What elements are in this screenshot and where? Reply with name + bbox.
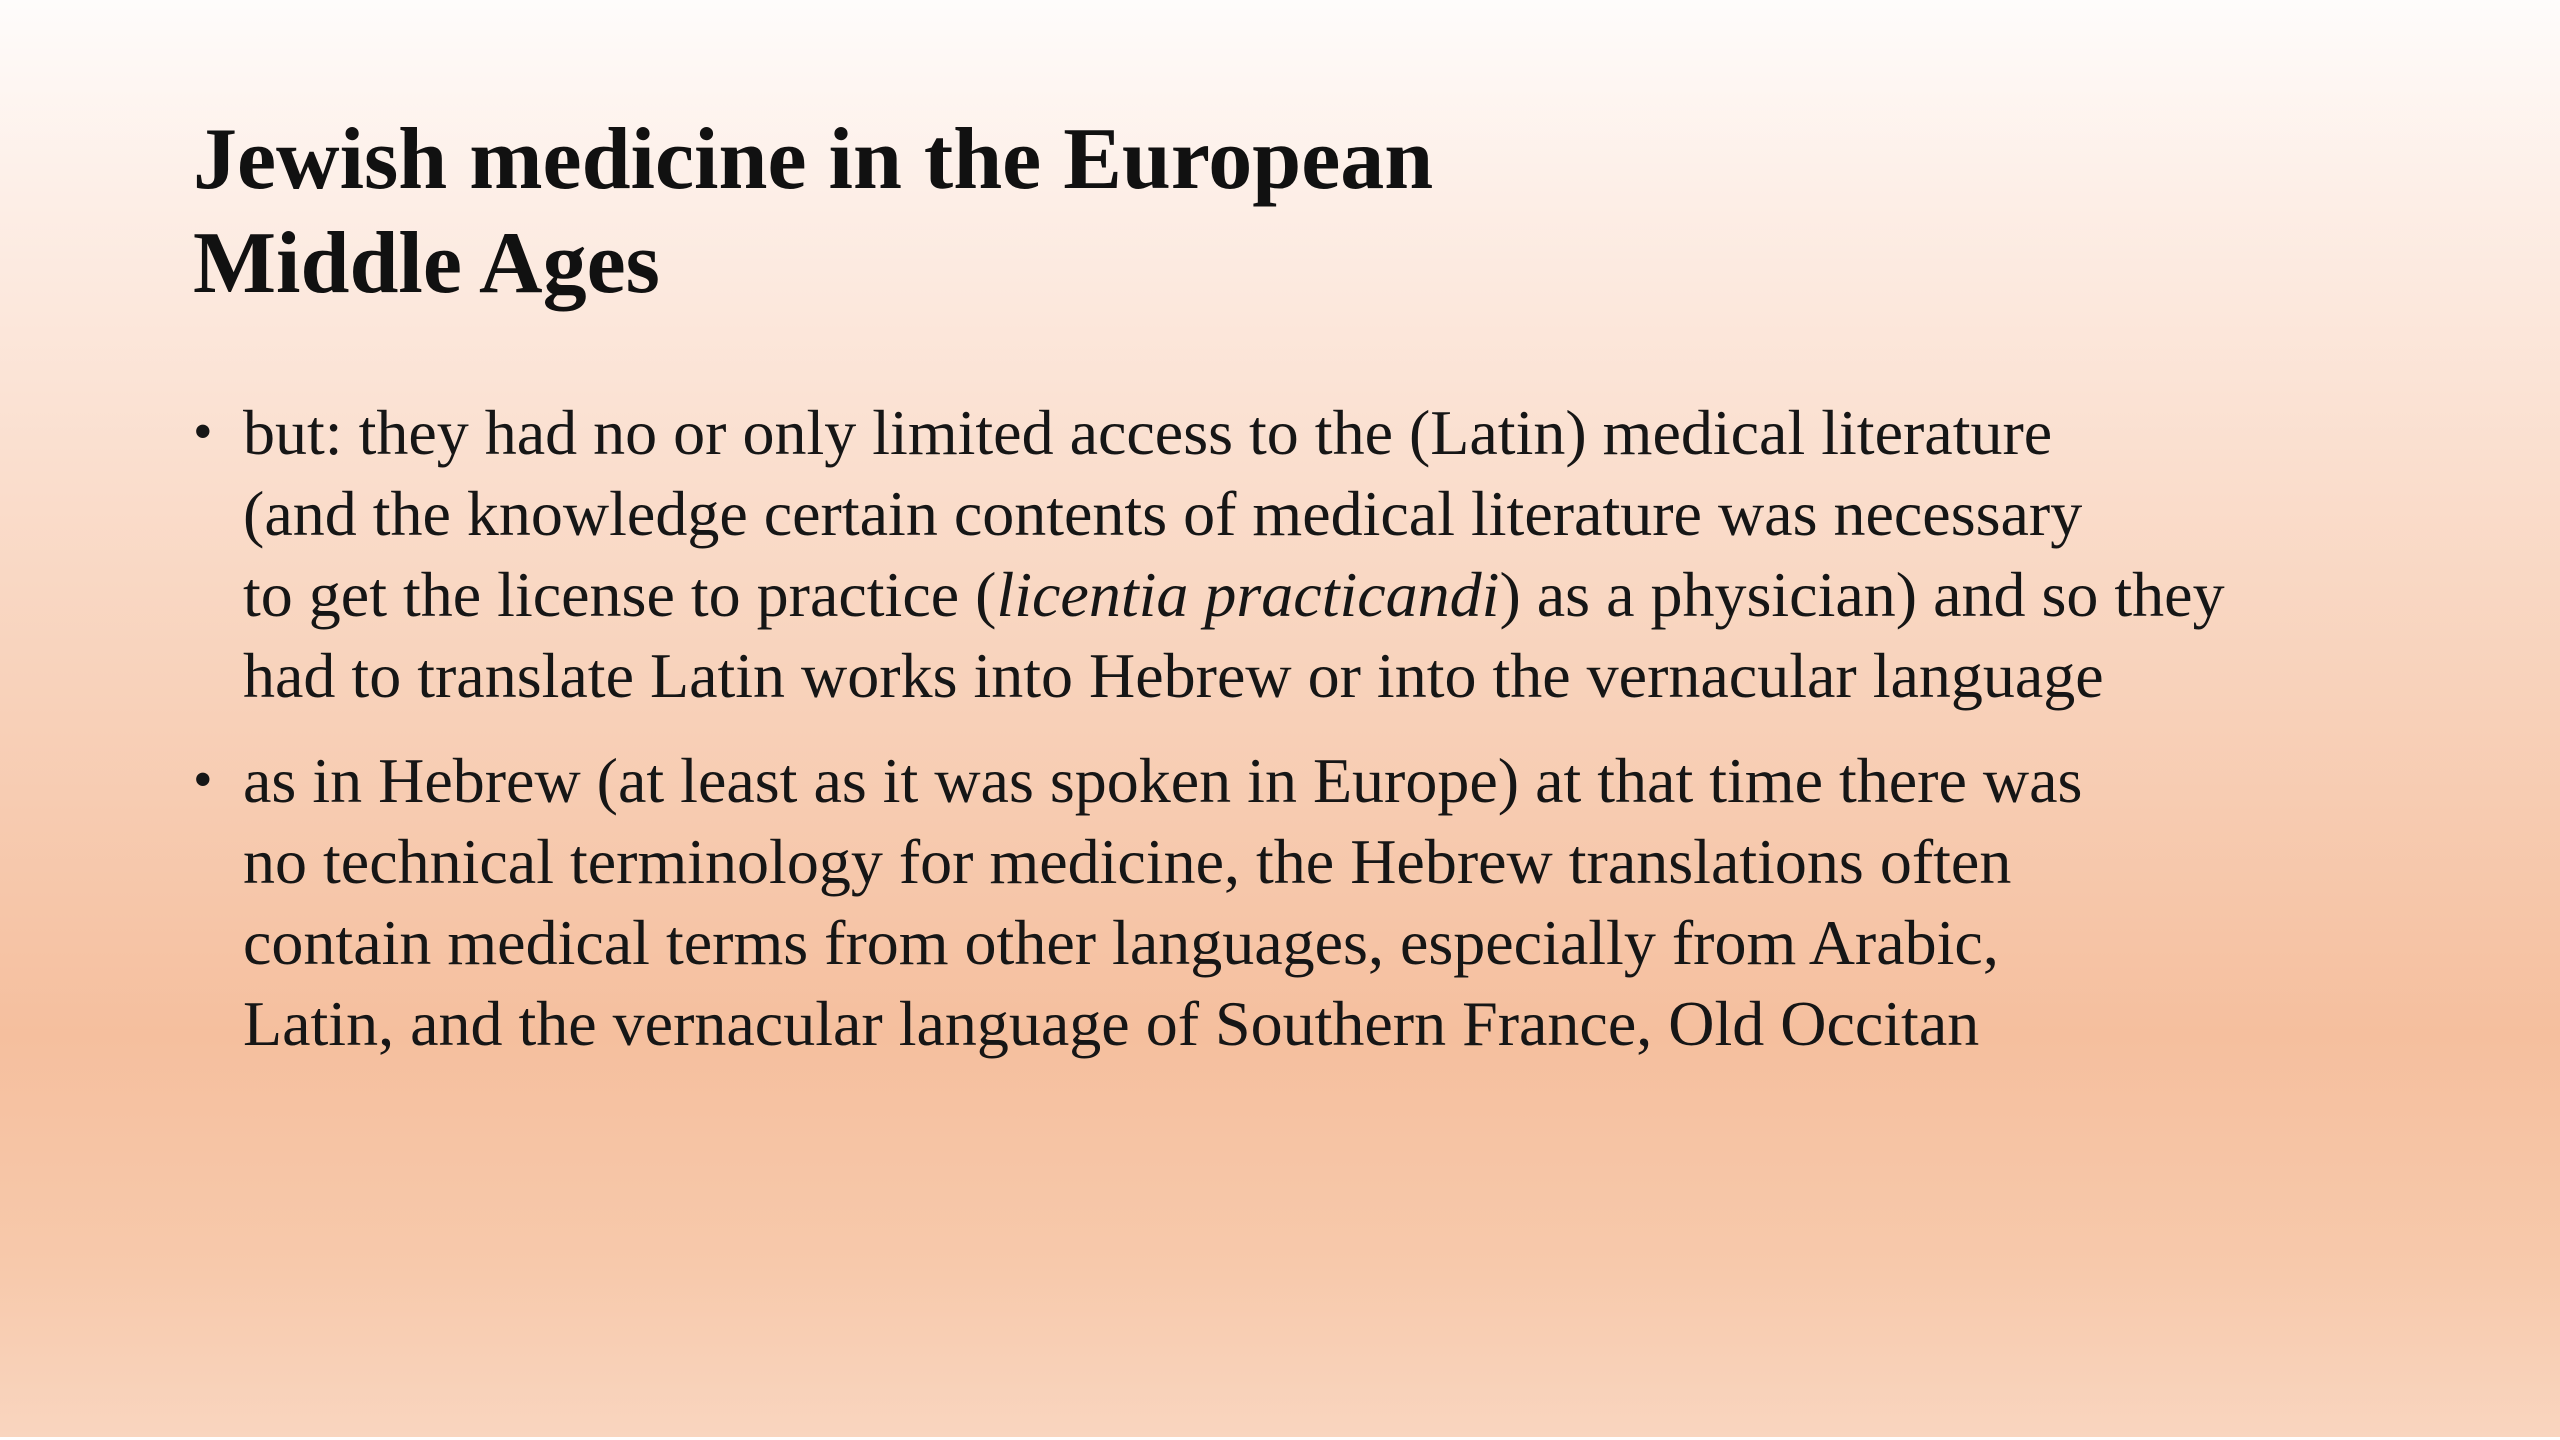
bullet-2-line-2: no technical terminology for medicine, the Hebrew translations often (243, 826, 2012, 897)
bullet-1-line-3 (243, 554, 2393, 635)
bullet-1-line-2: (and the knowledge certain contents of medical literature was necessary (243, 478, 2083, 549)
bullet-1-line-3-pre: to get the license to practice ( (243, 559, 997, 630)
bullet-1-line-3-post: ) as a physician) and so they (1499, 559, 2225, 630)
bullet-2-line-3: contain medical terms from other languages, especially from Arabic, (243, 907, 1999, 978)
bullet-item-1 (193, 392, 2393, 716)
bullet-2-line-1: as in Hebrew (at least as it was spoken in Europe) at that time there was (243, 745, 2083, 816)
bullet-1-line-1: but: they had no or only limited access to the (Latin) medical literature (243, 397, 2053, 468)
slide-title (193, 108, 1893, 316)
bullet-icon: • (193, 749, 213, 811)
title-line-1: Jewish medicine in the European (193, 111, 1434, 208)
bullet-list (193, 392, 2393, 1088)
title-line-2: Middle Ages (193, 215, 660, 312)
bullet-item-2 (193, 740, 2393, 1064)
bullet-1-line-4: had to translate Latin works into Hebrew or into the vernacular language (243, 640, 2104, 711)
latin-term: licentia practicandi (996, 559, 1500, 630)
bullet-2-line-4: Latin, and the vernacular language of Southern France, Old Occitan (243, 988, 1980, 1059)
bullet-icon: • (193, 401, 213, 463)
